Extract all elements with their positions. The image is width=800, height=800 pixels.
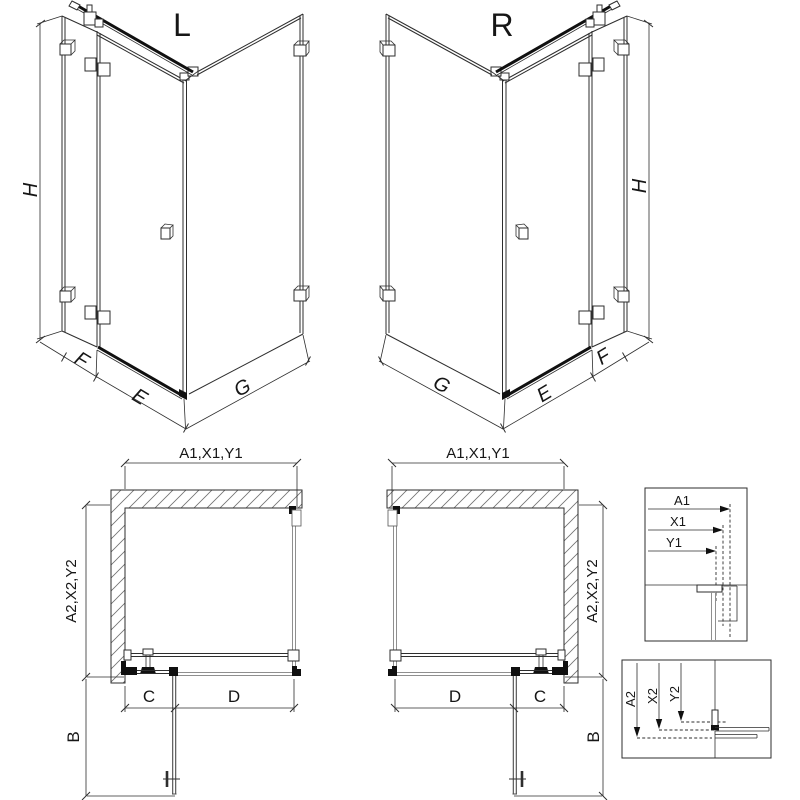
dim-label-c-right: C bbox=[533, 687, 547, 706]
right-3d-view bbox=[379, 1, 654, 433]
detail-label-x1: X1 bbox=[670, 514, 686, 529]
plan-width-label-left: A1,X1,Y1 bbox=[179, 445, 243, 462]
detail-label-a1: A1 bbox=[674, 493, 690, 508]
detail-label-y1: Y1 bbox=[666, 535, 682, 550]
right-version-label: R bbox=[490, 7, 514, 43]
left-plan-wall-hatch bbox=[111, 490, 302, 683]
detail-label-y2: Y2 bbox=[667, 686, 682, 702]
right-plan-view bbox=[387, 459, 607, 800]
dim-label-f-left: F bbox=[70, 347, 93, 373]
dim-label-c-left: C bbox=[142, 687, 156, 706]
dim-label-e-right: E bbox=[533, 381, 556, 408]
detail-box-vertical-measures bbox=[622, 660, 771, 758]
dim-label-e-left: E bbox=[128, 384, 151, 411]
plan-width-label-right: A1,X1,Y1 bbox=[446, 445, 510, 462]
detail-box-horizontal-measures bbox=[645, 488, 747, 641]
detail-label-a2: A2 bbox=[623, 691, 638, 707]
dim-label-d-right: D bbox=[448, 687, 462, 706]
dim-label-f-right: F bbox=[592, 344, 615, 370]
left-version-label: L bbox=[173, 7, 191, 43]
dim-label-b-right: B bbox=[584, 731, 603, 743]
dim-label-g-left: G bbox=[230, 374, 255, 402]
dim-label-b-left: B bbox=[64, 731, 83, 743]
left-plan-view bbox=[82, 459, 302, 800]
dim-label-g-right: G bbox=[429, 371, 454, 399]
plan-depth-label-left: A2,X2,Y2 bbox=[63, 559, 80, 623]
dim-label-h-right: H bbox=[629, 178, 651, 194]
right-plan-wall-hatch bbox=[387, 490, 578, 683]
detail-label-x2: X2 bbox=[645, 688, 660, 704]
dim-label-h-left: H bbox=[20, 182, 42, 198]
plan-depth-label-right: A2,X2,Y2 bbox=[584, 559, 601, 623]
dim-label-d-left: D bbox=[227, 687, 241, 706]
